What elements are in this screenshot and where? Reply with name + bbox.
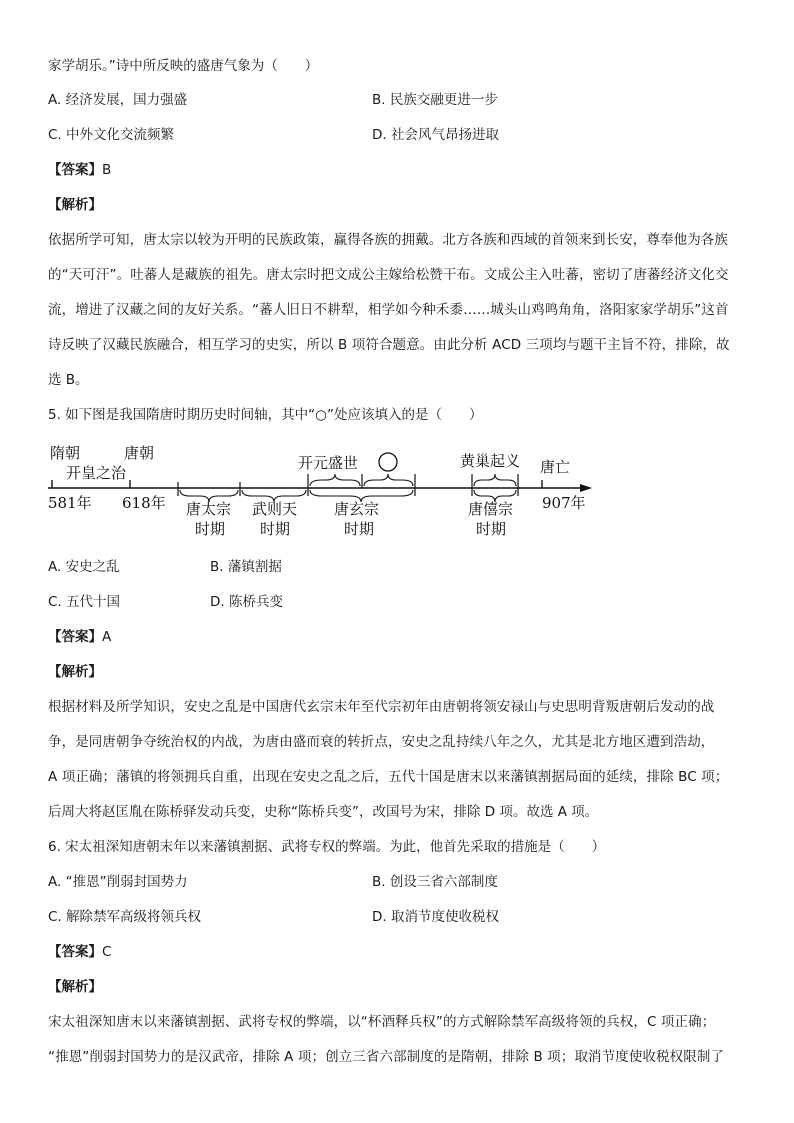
q4-stem-tail: 家学胡乐。”诗中所反映的盛唐气象为（ ） (48, 58, 319, 74)
label-581: 581年 (48, 494, 92, 512)
q5-analysis-line: A 项正确；藩镇的将领拥兵自重，出现在安史之乱之后，五代十国是唐末以来藩镇割据局面的延续，排除 BC 项； (48, 769, 729, 785)
label-907: 907年 (542, 494, 586, 512)
label-wuzetian-period: 时期 (260, 520, 291, 538)
q6-analysis-line: 宋太祖深知唐末以来藩镇割据、武将专权的弊端，以“杯酒释兵权”的方式解除禁军高级将领的兵权，C 项正确； (48, 1014, 716, 1030)
label-taizong-period: 时期 (195, 520, 226, 538)
q4-analysis-line: 诗反映了汉藏民族融合，相互学习的史实，所以 B 项符合题意。由此分析 ACD 三项均与题干主旨不符，排除，故 (48, 337, 730, 353)
q6-answer: 【答案】C (48, 944, 112, 960)
q4-answer (48, 160, 111, 180)
label-sui: 隋朝 (50, 444, 81, 462)
q6-option-a: A. “推恩”削弱封国势力 (48, 874, 188, 890)
label-taizong: 唐太宗 (186, 500, 232, 518)
q4-analysis-line: 流，增进了汉藏之间的友好关系。“蕃人旧日不耕犁，相学如今种禾黍……城头山鸡鸣角角，洛阳家家学胡乐”这首 (48, 302, 729, 318)
q4-analysis-line: 的“天可汗”。吐蕃人是藏族的祖先。唐太宗时把文成公主嫁给松赞干布。文成公主入吐蕃，密切了唐蕃经济文化交 (48, 267, 729, 283)
label-xizong: 唐僖宗 (468, 500, 514, 518)
q5-answer: 【答案】A (48, 629, 112, 645)
q4-option-b: B. 民族交融更进一步 (372, 92, 498, 108)
label-wuzetian: 武则天 (252, 500, 298, 518)
q4-option-d: D. 社会风气昂扬进取 (372, 127, 499, 143)
q5-option-c: C. 五代十国 (48, 594, 121, 610)
q5-analysis-line: 根据材料及所学知识，安史之乱是中国唐代玄宗末年至代宗初年由唐朝将领安禄山与史思明背叛唐朝后发动的战 (48, 699, 715, 715)
q4-analysis-line: 选 B。 (48, 372, 89, 388)
q5-option-b: B. 藩镇割据 (210, 559, 282, 575)
label-tangwang: 唐亡 (540, 458, 571, 476)
timeline-diagram (40, 440, 600, 544)
q5-analysis-label: 【解析】 (48, 664, 102, 680)
q4-analysis-label: 【解析】 (48, 197, 102, 213)
q5-option-d: D. 陈桥兵变 (210, 594, 283, 610)
answer-label: 【答案】 (48, 162, 102, 178)
q6-stem: 6. 宋太祖深知唐朝末年以来藩镇割据、武将专权的弊端。为此，他首先采取的措施是（ ） (48, 839, 606, 855)
q4-option-c: C. 中外文化交流频繁 (48, 127, 175, 143)
q5-analysis-line: 争，是同唐朝争夺统治权的内战，为唐由盛而衰的转折点，安史之乱持续八年之久，尤其是北方地区遭到浩劫， (48, 734, 715, 750)
label-huangchao: 黄巢起义 (460, 452, 521, 470)
q5-stem: 5. 如下图是我国隋唐时期历史时间轴，其中“○”处应该填入的是（ ） (48, 407, 483, 423)
q5-option-a: A. 安史之乱 (48, 559, 120, 575)
label-xuanzong: 唐玄宗 (334, 500, 380, 518)
q4-option-a: A. 经济发展，国力强盛 (48, 92, 188, 108)
label-tang: 唐朝 (124, 444, 155, 462)
q5-analysis-line: 后周大将赵匡胤在陈桥驿发动兵变，史称“陈桥兵变”，改国号为宋，排除 D 项。故选 A 项。 (48, 804, 599, 820)
q6-analysis-line: “推恩”削弱封国势力的是汉武帝，排除 A 项；创立三省六部制度的是隋朝，排除 B 项；取消节度使收税权限制了 (48, 1049, 725, 1065)
answer-value: B (102, 162, 112, 178)
q6-option-c: C. 解除禁军高级将领兵权 (48, 909, 202, 925)
label-kaihuang: 开皇之治 (66, 464, 127, 482)
label-kaiyuan: 开元盛世 (298, 454, 359, 472)
q4-analysis-line: 依据所学可知，唐太宗以较为开明的民族政策，赢得各族的拥戴。北方各族和西域的首领来到长安，尊奉他为各族 (48, 232, 728, 248)
timeline-arrow (580, 484, 592, 492)
label-xuanzong-period: 时期 (344, 520, 375, 538)
label-618: 618年 (122, 494, 166, 512)
blank-circle (379, 453, 397, 471)
q6-option-d: D. 取消节度使收税权 (372, 909, 499, 925)
q6-analysis-label: 【解析】 (48, 979, 102, 995)
label-xizong-period: 时期 (476, 520, 507, 538)
q6-option-b: B. 创设三省六部制度 (372, 874, 498, 890)
